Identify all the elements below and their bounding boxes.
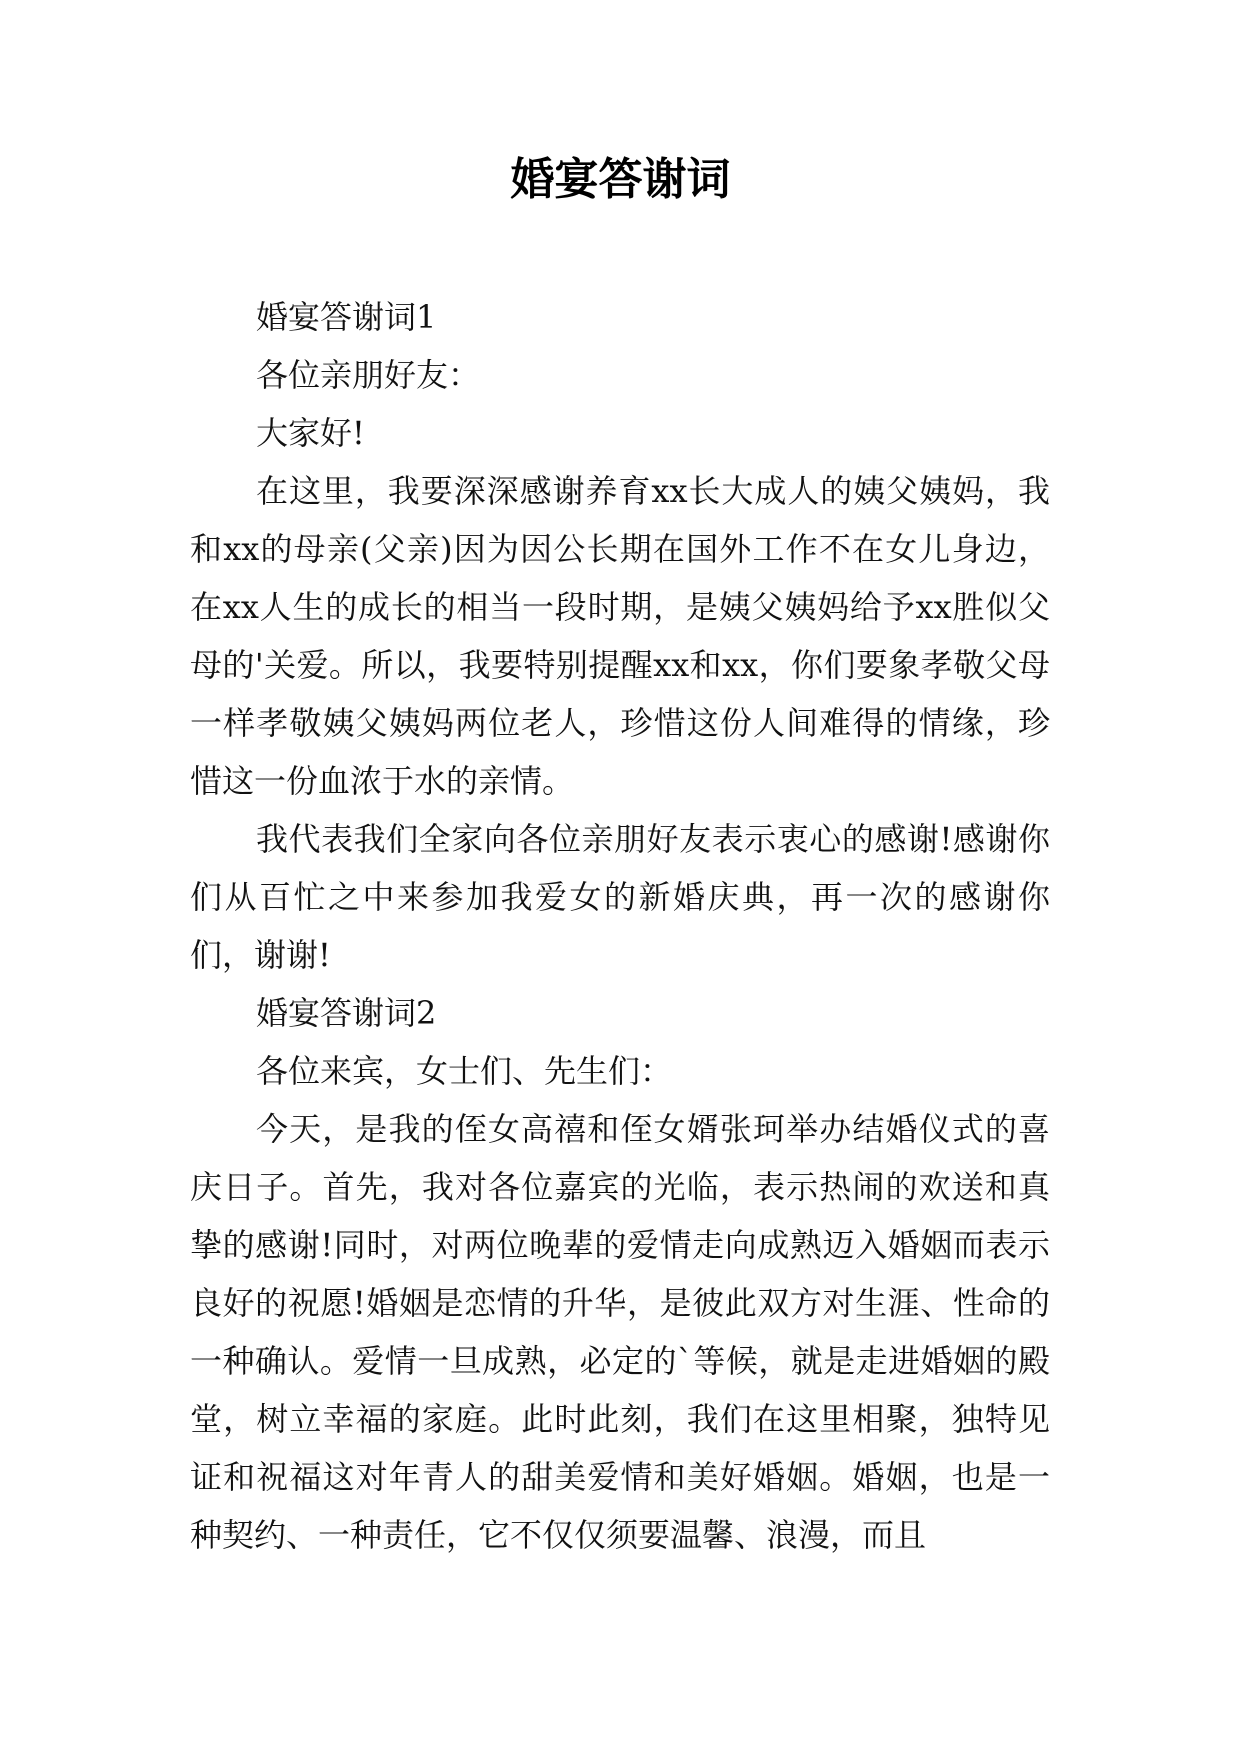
document-body <box>190 288 1050 1564</box>
greeting: 大家好! <box>256 414 365 452</box>
body-paragraph: 在这里，我要深深感谢养育xx长大成人的姨父姨妈，我和xx的母亲(父亲)因为因公长期在国外工作不在女儿身边，在xx人生的成长的相当一段时期，是姨父姨妈给予xx胜似父母的'关爱。所以，我要特别提醒xx和xx，你们要象孝敬父母一样孝敬姨父姨妈两位老人，珍惜这份人间难得的情缘，珍惜这一份血浓于水的亲情。 <box>190 472 1050 800</box>
section-heading-2: 婚宴答谢词2 <box>256 994 437 1032</box>
document-title: 婚宴答谢词 <box>510 154 731 205</box>
section-heading-1: 婚宴答谢词1 <box>256 298 437 336</box>
salutation-2: 各位来宾，女士们、先生们： <box>256 1052 673 1090</box>
salutation-1: 各位亲朋好友： <box>256 356 481 394</box>
body-paragraph: 今天，是我的侄女高禧和侄女婿张珂举办结婚仪式的喜庆日子。首先，我对各位嘉宾的光临，表示热闹的欢送和真挚的感谢!同时，对两位晚辈的爱情走向成熟迈入婚姻而表示良好的祝愿!婚姻是恋情的升华，是彼此双方对生涯、性命的一种确认。爱情一旦成熟，必定的`等候，就是走进婚姻的殿堂，树立幸福的家庭。此时此刻，我们在这里相聚，独特见证和祝福这对年青人的甜美爱情和美好婚姻。婚姻，也是一种契约、一种责任，它不仅仅须要温馨、浪漫，而且 <box>190 1110 1050 1554</box>
body-paragraph: 我代表我们全家向各位亲朋好友表示衷心的感谢!感谢你们从百忙之中来参加我爱女的新婚庆典，再一次的感谢你们，谢谢! <box>190 820 1050 974</box>
